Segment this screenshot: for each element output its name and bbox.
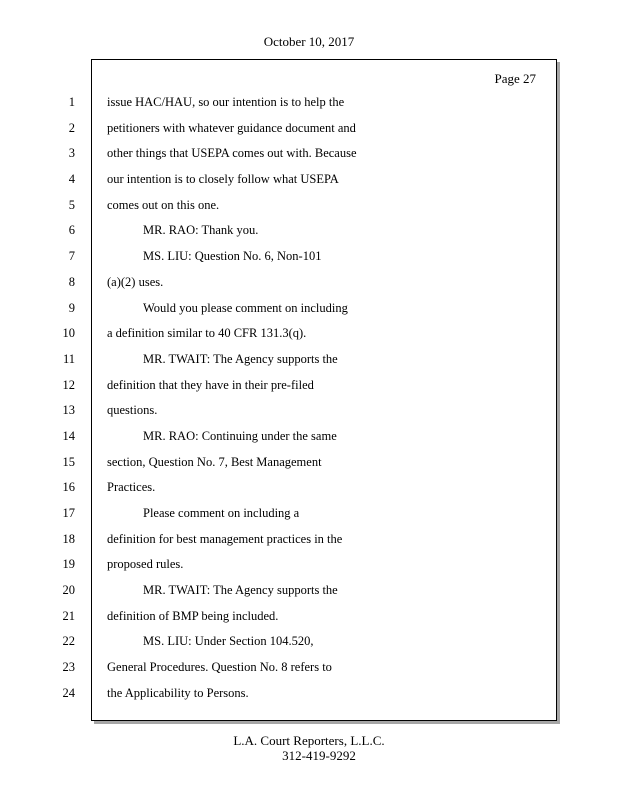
line-text: Would you please comment on including — [143, 300, 348, 315]
line-text: MR. TWAIT: The Agency supports the — [143, 583, 338, 598]
line-text: MR. RAO: Continuing under the same — [143, 428, 337, 443]
line-text: MS. LIU: Question No. 6, Non-101 — [143, 249, 322, 264]
line-text: the Applicability to Persons. — [107, 685, 249, 700]
line-text: Please comment on including a — [143, 506, 300, 520]
line-number: 7 — [68, 249, 75, 264]
reporter-phone: 312-419-9292 — [282, 748, 356, 763]
line-text: our intention is to closely follow what USEPA — [107, 172, 339, 187]
transcript-line — [68, 170, 556, 196]
line-text: definition of BMP being included. — [107, 608, 279, 623]
line-text: section, Question No. 7, Best Management — [107, 454, 322, 469]
line-number: 16 — [62, 480, 75, 495]
line-number: 11 — [62, 351, 75, 366]
transcript-line — [62, 350, 556, 376]
line-text: issue HAC/HAU, so our intention is to help the — [107, 95, 345, 109]
transcript-lines — [62, 93, 556, 710]
line-number: 17 — [62, 506, 75, 520]
transcript-line — [62, 504, 556, 530]
transcript-line — [62, 427, 556, 453]
line-number: 24 — [62, 685, 75, 700]
line-text: definition for best management practices in the — [107, 531, 343, 546]
transcript-line — [62, 684, 556, 710]
transcript-line — [68, 299, 556, 325]
transcript-line — [62, 607, 556, 633]
transcript-line — [62, 453, 556, 479]
transcript-line — [62, 632, 556, 658]
transcript-line — [62, 658, 556, 684]
transcript-page — [62, 59, 557, 721]
line-text: MS. LIU: Under Section 104.520, — [143, 634, 314, 649]
line-number: 4 — [68, 172, 75, 187]
transcript-line — [62, 376, 556, 402]
line-number: 15 — [62, 454, 75, 469]
line-text: MR. TWAIT: The Agency supports the — [143, 351, 338, 366]
line-number: 8 — [68, 274, 75, 289]
transcript-line — [68, 273, 556, 299]
transcript-line — [62, 478, 556, 504]
transcript-line — [68, 221, 556, 247]
line-number: 6 — [68, 223, 75, 238]
line-number: 20 — [62, 583, 75, 598]
line-text: General Procedures. Question No. 8 refers to — [107, 660, 332, 675]
line-number: 9 — [68, 300, 75, 315]
transcript-line — [62, 530, 556, 556]
line-text: a definition similar to 40 CFR 131.3(q). — [107, 326, 307, 341]
transcript-line — [68, 119, 556, 145]
line-number: 13 — [62, 403, 75, 418]
line-text: MR. RAO: Thank you. — [143, 223, 259, 238]
line-text: proposed rules. — [107, 557, 184, 572]
line-number: 2 — [68, 120, 75, 135]
transcript-date: October 10, 2017 — [263, 34, 355, 49]
line-number: 1 — [68, 95, 75, 109]
line-text: definition that they have in their pre-filed — [107, 377, 314, 392]
line-number: 12 — [62, 377, 75, 392]
line-number: 22 — [62, 634, 75, 649]
transcript-line — [62, 555, 556, 581]
transcript-line — [62, 324, 556, 350]
line-number: 3 — [68, 146, 75, 161]
line-text: other things that USEPA comes out with. Because — [107, 146, 357, 161]
line-number: 5 — [68, 197, 75, 212]
transcript-line — [62, 401, 556, 427]
line-number: 23 — [62, 660, 75, 675]
line-number: 14 — [62, 428, 75, 443]
line-text: questions. — [107, 403, 158, 418]
line-number: 18 — [62, 531, 75, 546]
transcript-line — [68, 93, 556, 119]
page-number: Page 27 — [494, 71, 536, 86]
transcript-line — [68, 196, 556, 222]
footer — [0, 733, 618, 763]
transcript-line — [68, 247, 556, 273]
line-number: 21 — [62, 608, 75, 623]
line-number: 10 — [62, 326, 75, 341]
line-text: petitioners with whatever guidance document and — [107, 120, 356, 135]
transcript-line — [62, 581, 556, 607]
line-text: Practices. — [107, 480, 156, 495]
line-text: (a)(2) uses. — [107, 274, 164, 289]
line-number: 19 — [62, 557, 75, 572]
reporter-company: L.A. Court Reporters, L.L.C. — [233, 733, 385, 748]
line-text: comes out on this one. — [107, 197, 220, 212]
transcript-line — [68, 144, 556, 170]
